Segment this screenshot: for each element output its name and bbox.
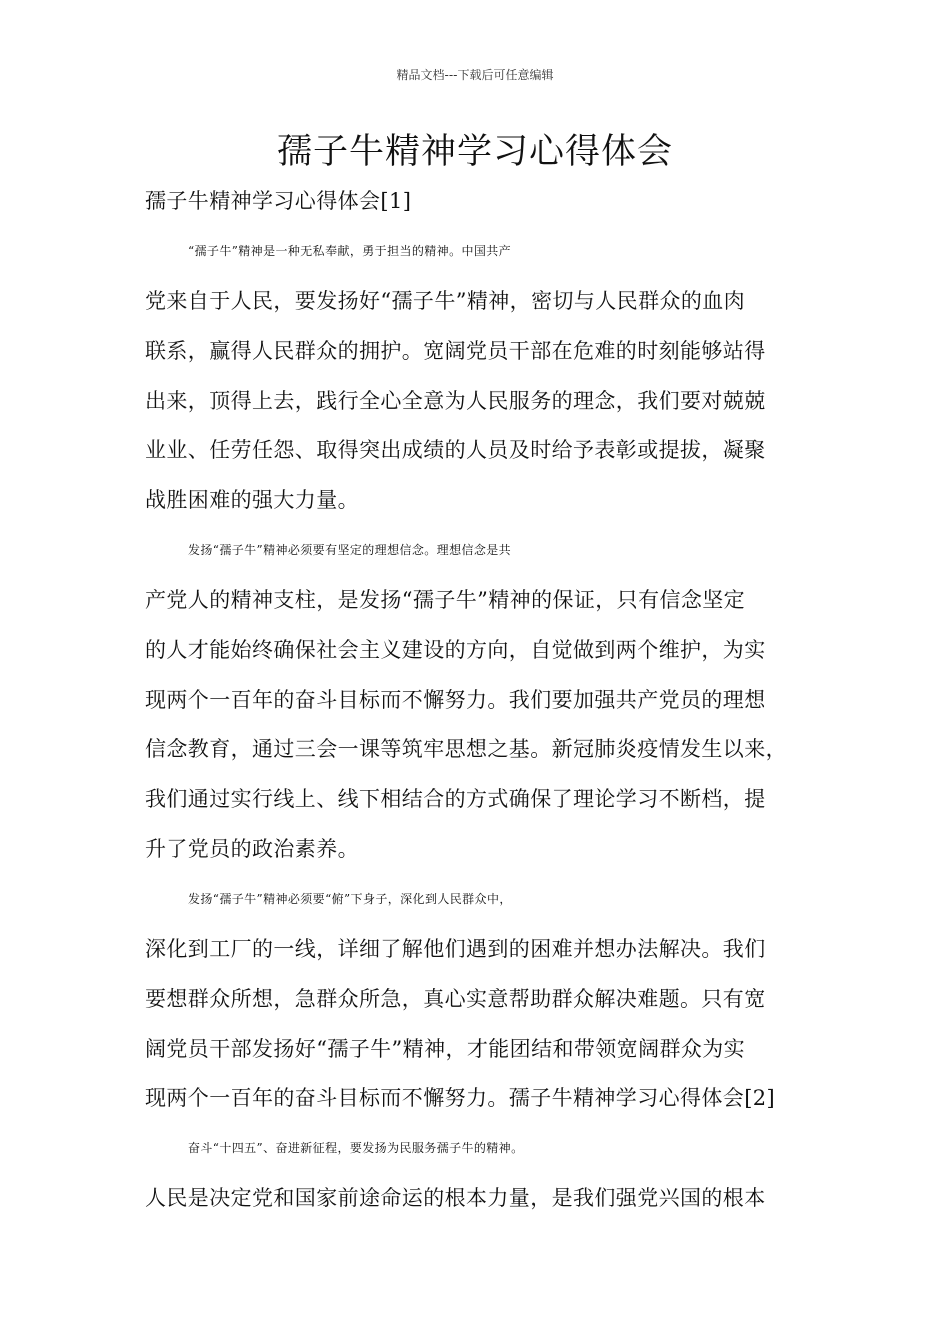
text-line: 阔党员干部发扬好“孺子牛”精神，才能团结和带领宽阔群众为实: [145, 1037, 746, 1061]
text-line: 人民是决定党和国家前途命运的根本力量，是我们强党兴国的根本: [145, 1186, 766, 1210]
text-line: 升了党员的政治素养。: [145, 837, 359, 861]
text-line: “孺子牛”精神是一种无私奉献，勇于担当的精神。中国共产: [188, 244, 512, 258]
text-line: 联系，赢得人民群众的拥护。宽阔党员干部在危难的时刻能够站得: [145, 339, 766, 363]
text-line: 出来，顶得上去，践行全心全意为人民服务的理念，我们要对兢兢: [145, 389, 766, 413]
text-line: 发扬“孺子牛”精神必须要“俯”下身子，深化到人民群众中，: [188, 892, 512, 906]
text-line: 业业、任劳任怨、取得突出成绩的人员及时给予表彰或提拔，凝聚: [145, 438, 766, 462]
text-line: 党来自于人民，要发扬好“孺子牛”精神，密切与人民群众的血肉: [145, 289, 746, 313]
header-note: 精品文档---下载后可任意编辑: [396, 68, 554, 82]
text-line: 我们通过实行线上、线下相结合的方式确保了理论学习不断档，提: [145, 787, 766, 811]
text-line: 现两个一百年的奋斗目标而不懈努力。孺子牛精神学习心得体会[2]: [145, 1086, 776, 1110]
text-line: 深化到工厂的一线，详细了解他们遇到的困难并想办法解决。我们: [145, 937, 766, 961]
subtitle-line: 孺子牛精神学习心得体会[1]: [145, 189, 412, 213]
text-line: 的人才能始终确保社会主义建设的方向，自觉做到两个维护，为实: [145, 638, 766, 662]
text-line: 奋斗“十四五”、奋进新征程，要发扬为民服务孺子牛的精神。: [188, 1141, 524, 1155]
text-line: 发扬“孺子牛”精神必须要有坚定的理想信念。理想信念是共: [188, 543, 512, 557]
text-line: 产党人的精神支柱，是发扬“孺子牛”精神的保证，只有信念坚定: [145, 588, 746, 612]
text-line: 战胜困难的强大力量。: [145, 488, 359, 512]
document-title: 孺子牛精神学习心得体会: [276, 132, 673, 172]
text-line: 现两个一百年的奋斗目标而不懈努力。我们要加强共产党员的理想: [145, 688, 766, 712]
text-line: 信念教育，通过三会一课等筑牢思想之基。新冠肺炎疫情发生以来，: [145, 737, 787, 761]
text-line: 要想群众所想，急群众所急，真心实意帮助群众解决难题。只有宽: [145, 987, 766, 1011]
